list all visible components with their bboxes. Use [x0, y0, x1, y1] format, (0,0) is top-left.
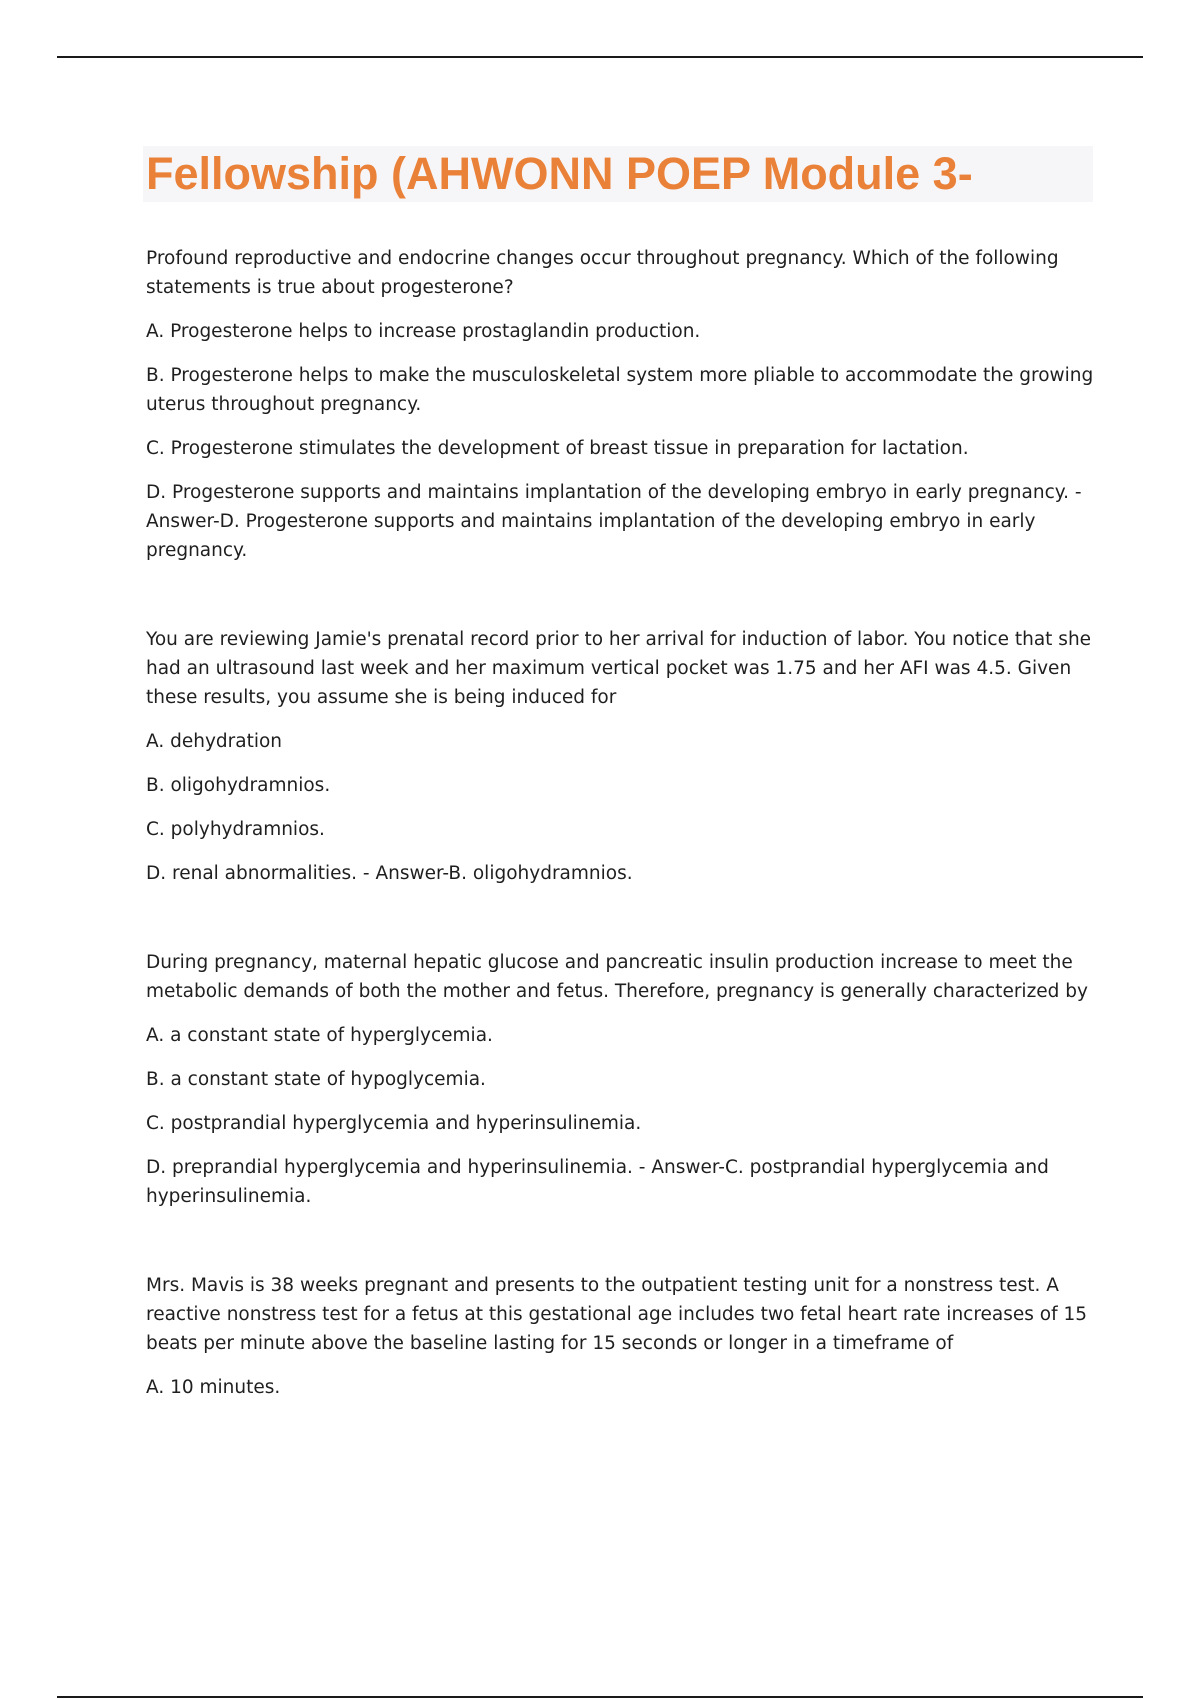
- answer-option: C. postprandial hyperglycemia and hyperinsulinemia.: [146, 1113, 642, 1134]
- answer-option: C. Progesterone stimulates the development of breast tissue in preparation for lactation.: [146, 438, 969, 459]
- document-title: Fellowship (AHWONN POEP Module 3-: [146, 148, 973, 199]
- answer-option-with-answer: D. preprandial hyperglycemia and hyperinsulinemia. - Answer-C. postprandial hyperglycemia and hyperinsulinemia.: [146, 1157, 1049, 1207]
- answer-option: A. 10 minutes.: [146, 1377, 281, 1398]
- page-top-rule: [57, 56, 1143, 58]
- answer-option: C. polyhydramnios.: [146, 819, 325, 840]
- answer-option: A. Progesterone helps to increase prostaglandin production.: [146, 321, 701, 342]
- question-block: [146, 625, 1096, 888]
- answer-option: B. a constant state of hypoglycemia.: [146, 1069, 486, 1090]
- question-block: [146, 244, 1096, 565]
- question-stem: You are reviewing Jamie's prenatal record prior to her arrival for induction of labor. You notice that she had an ultrasound last week and her maximum vertical pocket was 1.75 and her AFI was 4.5. Given these results, you assume she is being induced for: [146, 629, 1092, 708]
- answer-option: B. oligohydramnios.: [146, 775, 331, 796]
- answer-option: A. dehydration: [146, 731, 283, 752]
- answer-option: A. a constant state of hyperglycemia.: [146, 1025, 493, 1046]
- question-stem: Mrs. Mavis is 38 weeks pregnant and presents to the outpatient testing unit for a nonstress test. A reactive nonstress test for a fetus at this gestational age includes two fetal heart rate increases of 15 beats per minute above the baseline lasting for 15 seconds or longer in a timeframe of: [146, 1275, 1088, 1354]
- question-list: [146, 244, 1096, 1417]
- answer-option-with-answer: D. renal abnormalities. - Answer-B. oligohydramnios.: [146, 863, 633, 884]
- question-stem: Profound reproductive and endocrine changes occur throughout pregnancy. Which of the following statements is true about progesterone?: [146, 248, 1059, 298]
- question-block: [146, 948, 1096, 1211]
- answer-option-with-answer: D. Progesterone supports and maintains implantation of the developing embryo in early pregnancy. - Answer-D. Progesterone supports and maintains implantation of the developing embryo in early pregnancy.: [146, 482, 1082, 561]
- question-block: [146, 1271, 1096, 1402]
- question-stem: During pregnancy, maternal hepatic glucose and pancreatic insulin production increase to meet the metabolic demands of both the mother and fetus. Therefore, pregnancy is generally characterized by: [146, 952, 1088, 1002]
- page-bottom-rule: [57, 1696, 1143, 1698]
- answer-option: B. Progesterone helps to make the musculoskeletal system more pliable to accommodate the growing uterus throughout pregnancy.: [146, 365, 1094, 415]
